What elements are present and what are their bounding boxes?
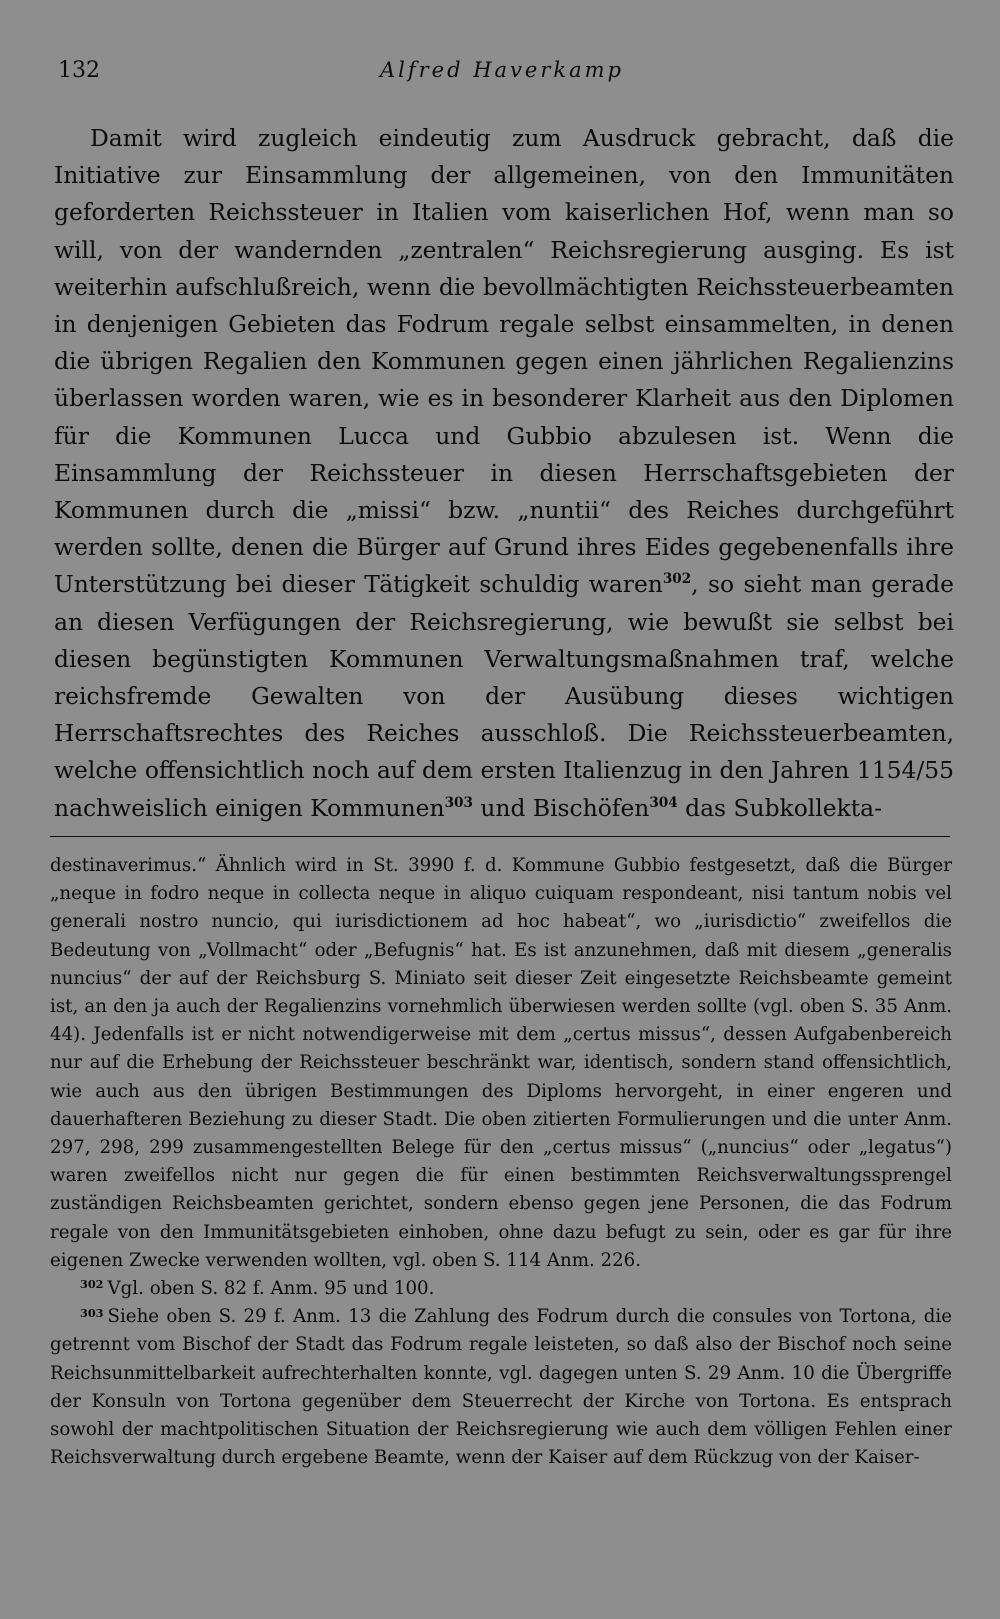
footnote-303 [50,1303,952,1472]
body-text-part-3: und Bischöfen [472,793,650,822]
footnote-302-text: Vgl. oben S. 82 f. Anm. 95 und 100. [107,1278,435,1300]
footnote-marker-304: 304 [649,794,678,811]
footnote-303-text: Siehe oben S. 29 f. Anm. 13 die Zahlung des Fodrum durch die consules von Tortona, die getrennt vom Bischof der Stadt das Fodrum regale leisteten, so daß also der Bischof noch seine Reichsunmittelbarkeit aufrechterhalten konnte, vgl. dagegen unten S. 29 Anm. 10 die Übergriffe der Konsuln von Tortona gegenüber dem Steuerrecht der Kirche von Tortona. Es entsprach sowohl der machtpolitischen Situation der Reichsregierung wie auch dem völligen Fehlen einer Reichsverwaltung durch ergebene Beamte, wenn der Kaiser auf dem Rückzug von der Kaiser- [50,1306,952,1469]
footnote-marker-302: 302 [662,571,692,588]
footnote-marker-303: 303 [444,794,473,811]
page-number: 132 [58,58,100,83]
body-text-part-2: , so sieht man gerade an diesen Verfügungen der Reichsregierung, wie bewußt sie selbst bei diesen begünstigten Kommunen Verwaltungsmaßnahmen traf, welche reichsfremde Gewalten von der Ausübung dieses wichtigen Herrschaftsrechtes des Reiches ausschloß. Die Reichssteuerbeamten, welche offensichtlich noch auf dem ersten Italienzug in den Jahren 1154/55 nachweislich einigen Kommunen [54,570,954,822]
main-text [54,120,954,827]
body-text-part-1: Damit wird zugleich eindeutig zum Ausdruck gebracht, daß die Initiative zur Einsammlung der allgemeinen, von den Immunitäten geforderten Reichssteuer in Italien vom kaiserlichen Hof, wenn man so will, von der wandernden „zentralen“ Reichsregierung ausging. Es ist weiterhin aufschlußreich, wenn die bevollmächtigten Reichssteuerbeamten in denjenigen Gebieten das Fodrum regale selbst einsammelten, in denen die übrigen Regalien den Kommunen gegen einen jährlichen Regalienzins überlassen worden waren, wie es in besonderer Klarheit aus den Diplomen für die Kommunen Lucca und Gubbio abzulesen ist. Wenn die Einsammlung der Reichssteuer in diesen Herrschaftsgebieten der Kommunen durch die „missi“ bzw. „nuntii“ des Reiches durchgeführt werden sollte, denen die Bürger auf Grund ihres Eides gegebenenfalls ihre Unterstützung bei dieser Tätigkeit schuldig waren [54,124,954,599]
footnote-separator [50,836,950,837]
footnote-number-303: 303 [80,1305,104,1320]
running-title: Alfred Haverkamp [379,58,624,82]
body-paragraph [54,120,954,827]
page-header [54,58,950,98]
footnote-continuation: destinaverimus.“ Ähnlich wird in St. 3990 f. d. Kommune Gubbio festgesetzt, daß die Bürger „neque in fodro neque in collecta neque in aliquo cuiquam respondeant, nisi tantum nobis vel generali nostro nuncio, qui iurisdictionem ad hoc habeat“, wo „iurisdictio“ zweifellos die Bedeutung von „Vollmacht“ oder „Befugnis“ hat. Es ist anzunehmen, daß mit diesem „generalis nuncius“ der auf der Reichsburg S. Miniato seit dieser Zeit eingesetzte Reichsbeamte gemeint ist, an den ja auch der Regalienzins vornehmlich überwiesen werden sollte (vgl. oben S. 35 Anm. 44). Jedenfalls ist er nicht notwendigerweise mit dem „certus missus“, dessen Aufgabenbereich nur auf die Erhebung der Reichssteuer beschränkt war, identisch, sondern stand offensichtlich, wie auch aus den übrigen Bestimmungen des Diploms hervorgeht, in einer engeren und dauerhafteren Beziehung zu dieser Stadt. Die oben zitierten Formulierungen und die unter Anm. 297, 298, 299 zusammengestellten Belege für den „certus missus“ („nuncius“ oder „legatus“) waren zweifellos nicht nur gegen die für einen bestimmten Reichsverwaltungssprengel zuständigen Reichsbeamten gerichtet, sondern ebenso gegen jene Personen, die das Fodrum regale von den Immunitätsgebieten einhoben, ohne dazu befugt zu sein, oder es gar für ihre eigenen Zwecke verwenden wollten, vgl. oben S. 114 Anm. 226. [50,855,952,1271]
footnote-302 [50,1275,952,1303]
footnote-number-302: 302 [80,1277,104,1292]
body-text-part-4: das Subkollekta- [677,793,883,822]
footnotes [50,852,952,1472]
